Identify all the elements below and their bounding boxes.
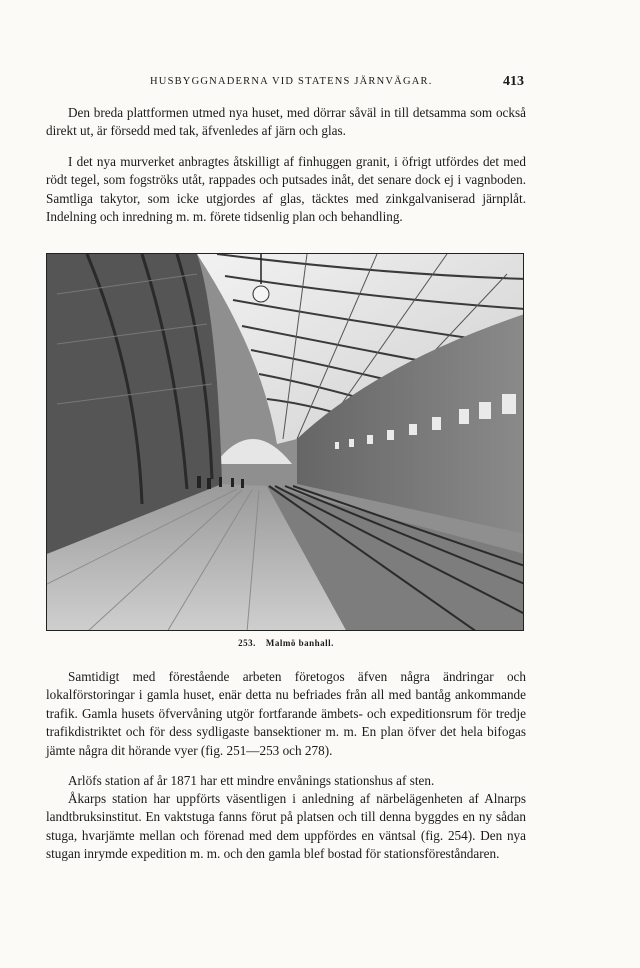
hanging-lamp <box>253 286 269 302</box>
station-hall-illustration <box>47 254 524 631</box>
paragraph-platform: Den breda plattformen utmed nya huset, med dörrar såväl in till detsamma som också direkt ut, är försedd med tak, äfvenledes af järn och glas. <box>46 105 526 139</box>
figure-title: Malmö banhall. <box>265 638 334 648</box>
paragraph-masonry: I det nya murverket anbragtes åtskilligt af finhuggen granit, i öfrigt utfördes det med rödt tegel, som fogströks utåt, rappades och putsades inåt, det senare dock ej i vagnboden. Samtliga takytor, som icke utgjordes af glas, täcktes med zinkgalvaniserad järnplåt. Indelning och inredning m. m. förete tidsenlig plan och behandling. <box>46 154 526 225</box>
running-title: HUSBYGGNADERNA VID STATENS JÄRNVÄGAR. <box>150 76 433 87</box>
figure-number: 253. <box>238 638 256 648</box>
page-header <box>46 76 526 94</box>
paragraph-arlof: Arlöfs station af år 1871 har ett mindre envånings stationshus af sten. <box>68 773 435 788</box>
paragraph-akarp: Åkarps station har uppförts väsentligen i anledning af närbelägenheten af Alnarps landtbruksinstitut. En vaktstuga fanns förut på platsen och till denna byggdes en ny sådan stuga, hvarjämte mellan och förenad med dem uppfördes en väntsal (fig. 254). Den nya stugan inrymde expedition m. m. och den gamla blef bostad för stationsföreståndaren. <box>46 791 526 862</box>
figure-station-hall-photo <box>46 253 524 631</box>
figure-caption <box>46 638 526 648</box>
paragraph-old-building: Samtidigt med förestående arbeten företogos äfven några ändringar och lokalförstoringar i gamla huset, enär detta nu befriades från all med bantåg ankommande trafik. Gamla husets öfvervåning utgör fortfarande ämbets- och expeditionsrum för tredje trafikdistriktet och för dess sydligaste bansektioner m. m. En plan öfver det hela bifogas jämte några dit hörande vyer (fig. 251—253 och 278). <box>46 669 526 758</box>
page-number: 413 <box>503 74 524 89</box>
